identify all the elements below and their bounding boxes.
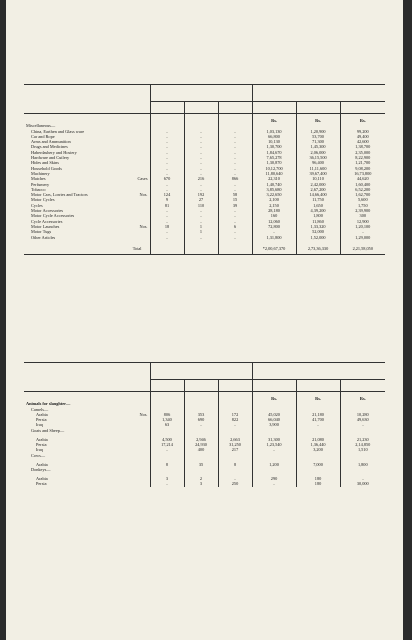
table-b-cell-v2: 1,650 [296,203,340,208]
table-b-cell-q2: 27 [184,197,218,202]
table-c-cell-v2: 41,700 [296,417,340,422]
table-b-cell-q2: 1 [184,229,218,234]
table-b-cell-q2: .. [184,155,218,160]
table-c-currency-spacer [218,392,252,402]
table-b-cell-v2: 2,06,000 [296,150,340,155]
table-b-cell-v2: 2,67,200 [296,187,340,192]
table-b-currency-unit: Rs. [252,114,296,124]
table-c-row [24,467,385,476]
table-c-cell-v3: .. [340,476,385,481]
table-c-row [24,428,385,437]
table-b-cell-q3: .. [218,144,252,149]
table-b-year [252,102,296,114]
table-b-cell-q3: 6 [218,224,252,229]
table-b-cell-v1: 28,180 [252,208,296,213]
table-b-cell-q1: 124 [150,192,184,197]
table-c-cell-v2: 3,200 [296,447,340,452]
table-c-cell-q1: .. [150,447,184,452]
table-c-cell-q3: 822 [218,417,252,422]
table-b-row-label-text: Motor Cycle Accessories [31,213,75,219]
table-b-cell-v2: 11,11,600 [296,166,340,171]
table-b-cell-v1: 66,800 [252,134,296,139]
table-c-cell-v1: 1,23,540 [252,442,296,447]
table-c-cell-q2 [184,428,218,437]
table-c-cell-v3 [340,467,385,476]
table-b-currency-spacer [184,114,218,124]
table-b-cell-q3: .. [218,219,252,224]
table-c-cell-q1: 1,340 [150,417,184,422]
table-b-currency-spacer [24,114,150,124]
table-c-col-quantity [150,363,252,380]
table-b-cell-q3: .. [218,155,252,160]
table-c-row [24,453,385,462]
table-c-header [24,363,385,380]
table-b-total-spacer [150,240,184,255]
table-c-row-label-text: Camels— [31,406,49,412]
table-c-cell-q2 [184,453,218,462]
table-c-row-label [24,428,150,437]
table-b-cell-v2: 71,300 [296,139,340,144]
table-b-cell-v3: 9,08,200 [340,166,385,171]
table-c-year [296,380,340,392]
table-b-cell-v3: 44,620 [340,176,385,181]
table-b-cell-q1: .. [150,235,184,240]
table-b-cell-v1: 3,22,650 [252,192,296,197]
table-b-cell-v1: 10,12,700 [252,166,296,171]
table-b-cell-q1: .. [150,129,184,134]
table-b-cell-q1: .. [150,166,184,171]
table-b-cell-v1: 72,800 [252,224,296,229]
table-c-cell-q1 [150,428,184,437]
table-b-cell-v3: 5,600 [340,197,385,202]
table-b-cell-v1: 7,65,278 [252,155,296,160]
table-c-year [340,380,385,392]
table-b-cell-v3: 1,21,700 [340,160,385,165]
table-c-cell-q3 [218,453,252,462]
table-b-cell-v2: 39,67,400 [296,171,340,176]
table-b-cell-q3: .. [218,166,252,171]
table-b-row-label-text: Car and Rope [31,133,55,139]
table-c-cell-q2: 2 [184,476,218,481]
table-c-row-label [24,481,150,486]
table-b-cell-v2: 1,800 [296,213,340,218]
table-b-cell-q1: 81 [150,203,184,208]
table-c-currency-row [24,392,385,402]
table-b-row-label-text: Motor Launches [31,223,60,229]
table-c-cell-q2: 690 [184,417,218,422]
table-c-cell-q1: 8 [150,462,184,467]
table-c-cell-v2: 21,180 [296,412,340,417]
table-b-currency-row [24,114,385,124]
table-b-cell-v3: 42,600 [340,139,385,144]
table-b-cell-v3: 1,38,700 [340,144,385,149]
table-b-cell-v2: 52,000 [296,229,340,234]
table-b-currency-spacer [150,114,184,124]
table-b-cell-q1: 670 [150,176,184,181]
table-c-cell-v2: 21,080 [296,437,340,442]
table-b-cell-q3: .. [218,171,252,176]
table-b-total-row [24,240,385,255]
table-b-cell-q2: .. [184,150,218,155]
table-b-cell-q1: .. [150,208,184,213]
table-b-cell-q2: 192 [184,192,218,197]
table-b-cell-q2: .. [184,208,218,213]
table-b-row-unit: Cases [137,176,148,182]
table-b-cell-q2: .. [184,219,218,224]
table-b-row-label-text: Cycle Accessories [31,218,63,224]
table-c-cell-q3: 172 [218,412,252,417]
table-b-cell-v3: 2,39,900 [340,208,385,213]
table-c-row-label-text: Donkeys— [31,466,51,472]
table-b-row-label-text: Machinery [31,170,50,176]
table-b-cell-v2: 1,33,320 [296,224,340,229]
table-b-cell-q3: .. [218,187,252,192]
table-c-cell-q3: .. [218,422,252,427]
table-b-cell-q2: .. [184,166,218,171]
table-b-cell-v2: 53,700 [296,134,340,139]
table-b-cell-v1: 1,30,870 [252,160,296,165]
table-b-row-label-text: Tobacco [31,186,46,192]
table-c-cell-q3: 8 [218,462,252,467]
table-c-cell-v3: 10,280 [340,412,385,417]
table-b-cell-q3: .. [218,229,252,234]
table-c-cell-q1 [150,453,184,462]
table-b-cell-q3: .. [218,182,252,187]
table-c-cell-q1: .. [150,481,184,486]
table-c-cell-q3 [218,428,252,437]
table-b-year [296,102,340,114]
table-c-currency-unit: Rs. [296,392,340,402]
table-b-total-label: Total [24,240,150,255]
table-c-cell-v2: 180 [296,481,340,486]
table-b-row-unit: Nos. [139,192,148,198]
table-c-cell-v3: .. [340,422,385,427]
table-b-cell-q3: .. [218,150,252,155]
table-b-row-label-text: Motor Cars, Lorries and Tractors [31,192,88,198]
table-c-row-label [24,467,150,476]
table-b-cell-v1: 2,150 [252,203,296,208]
table-c-row-label-text: Persia [36,481,47,487]
table-b-cell-q3: .. [218,160,252,165]
table-c-cell-v1: 1,200 [252,462,296,467]
table-c-currency-unit: Rs. [252,392,296,402]
table-b-currency-spacer [218,114,252,124]
table-c-cell-v1 [252,453,296,462]
table-c-cell-v1: 66,040 [252,417,296,422]
table-b-cell-q2: .. [184,160,218,165]
table-c-row-label-text: Arabia [36,436,48,442]
table-b-cell-q2: .. [184,129,218,134]
table-b-cell-v2: 36,15,500 [296,155,340,160]
table-b-cell-v3: 300 [340,213,385,218]
document-page [6,0,403,640]
table-c-cell-q2: 3 [184,481,218,486]
table-b-cell-q1: .. [150,160,184,165]
table-b-cell-v3: 6,52,200 [340,187,385,192]
table-c-cell-v1 [252,467,296,476]
table-c-cell-v3: 30,000 [340,481,385,486]
table-b-year [150,102,184,114]
table-b-cell-v2: 96,400 [296,160,340,165]
table-c-row-label-text: Iraq [36,447,43,453]
table-b-row-unit: Nos. [139,223,148,229]
table-b-cell-q2: .. [184,139,218,144]
table-b-cell-q1: .. [150,134,184,139]
table-c-row-label-text: Cows— [31,452,46,458]
table-c-cell-v1: .. [252,447,296,452]
table-c-cell-v1: .. [252,481,296,486]
table-b-body [24,114,385,255]
table-b-total-spacer [184,240,218,255]
table-b-cell-v1: 1,31,800 [252,235,296,240]
table-b-row-label-text: Cycles [31,202,43,208]
table-b-cell-v2: 2,42,000 [296,182,340,187]
table-c-row-label-text: Arabia [36,411,48,417]
table-c-row-label-text: Arabia [36,475,48,481]
table-b-row-label-text: Drugs and Medicines [31,144,68,150]
table-b-row-label-text: Hardware and Cutlery [31,155,70,161]
table-b-cell-v3: 49,400 [340,134,385,139]
table-c-cell-v3: 1,510 [340,447,385,452]
table-c-row-label-text: Iraq [36,422,43,428]
table-c-cell-q3: 217 [218,447,252,452]
table-c-col-value [252,363,385,380]
table-b-cell-v3: 1,60,400 [340,182,385,187]
table-b-cell-q2: .. [184,171,218,176]
table-b-cell-v3: 1,62,700 [340,192,385,197]
table-c-cell-q1 [150,467,184,476]
table-b-cell-q3: .. [218,213,252,218]
table-b-row-label-text: Miscellaneous— [26,123,56,129]
table-b-cell-v1: .. [252,229,296,234]
table-b-col-articles [24,85,150,114]
table-c-row-label [24,453,150,462]
table-c-body [24,392,385,487]
table-b-cell-v3: 1,20,100 [340,224,385,229]
table-b-col-value [252,85,385,102]
table-c-cell-v2: .. [296,422,340,427]
table-b-cell-q2: .. [184,182,218,187]
table-c-cell-q3: 2,663 [218,437,252,442]
table-c-cell-q3: 250 [218,481,252,486]
table-c-cell-v2: 180 [296,476,340,481]
table-b-cell-q1: .. [150,187,184,192]
table-c-row [24,481,385,486]
table-c-cell-q3 [218,467,252,476]
table-b-cell-q2: 1 [184,224,218,229]
table-c-col-articles [24,363,150,392]
table-b-cell-v3: 99,200 [340,129,385,134]
table-b-cell-v1: 1,84,670 [252,150,296,155]
table-b-cell-q1: 18 [150,224,184,229]
table-b-cell-v2: 14,66,400 [296,192,340,197]
table-c-cell-v2 [296,453,340,462]
table-b-cell-v1: 22,310 [252,176,296,181]
table-b-cell-v1: 1,30,700 [252,144,296,149]
table-b-row-label-text: Hides and Skins [31,160,59,166]
table-c-row-unit: Nos. [139,411,148,417]
table-b-cell-v2: 1,45,300 [296,144,340,149]
table-c-cell-v3: 21,230 [340,437,385,442]
table-b-cell-q1: .. [150,139,184,144]
table-c-currency-spacer [24,392,150,402]
table-c-cell-v1: 3,900 [252,422,296,427]
table-c-currency-unit: Rs. [340,392,385,402]
table-b-cell-q2: .. [184,144,218,149]
table-b-header [24,85,385,102]
table-b-cell-v1: 1,40,740 [252,182,296,187]
table-b-cell-v2: 11,860 [296,219,340,224]
table-b-cell-q1: .. [150,213,184,218]
table-c-cell-q2: 400 [184,447,218,452]
table-b-row-label-text: Matches [31,176,46,182]
table-b-year [218,102,252,114]
table-b-cell-q3: 15 [218,197,252,202]
table-b-cell-q3: .. [218,235,252,240]
table-b-total-spacer [218,240,252,255]
table-c-cell-q2: 353 [184,412,218,417]
table-b-cell-q1: .. [150,144,184,149]
table-c-cell-v3: 2,14,850 [340,442,385,447]
table-b-cell-v2: 4,39,200 [296,208,340,213]
table-b-cell-v1: 10,130 [252,139,296,144]
table-c-row-label-text: Persia [36,442,47,448]
table-c-cell-v3 [340,428,385,437]
table-c-cell-v1 [252,428,296,437]
table-b-cell-v3: 12,900 [340,219,385,224]
table-b-cell-q3: .. [218,129,252,134]
table-b-cell-v3: 16,73,800 [340,171,385,176]
table-b-year [340,102,385,114]
table-b-cell-v3: 1,750 [340,203,385,208]
table-b-cell-q1: .. [150,171,184,176]
table-b-cell-q2: .. [184,134,218,139]
table-c-currency-spacer [150,392,184,402]
table-c-cell-q3: .. [218,476,252,481]
table-b-total-v1: *2,00,67,370 [252,240,296,255]
table-b-cell-v1: 1,03,130 [252,129,296,134]
table-c-cell-v2 [296,467,340,476]
table-c [24,362,385,487]
table-c-row-label-text: Persia [36,417,47,423]
table-c-cell-v2 [296,428,340,437]
table-b-cell-q1: 9 [150,197,184,202]
table-b-total-v2: 2,73,36,330 [296,240,340,255]
table-c-year [218,380,252,392]
table-b-cell-q2: 216 [184,176,218,181]
table-c-cell-v2: 7,000 [296,462,340,467]
table-c-year [252,380,296,392]
table-b-row-label [24,235,150,240]
table-c-cell-q2: 35 [184,462,218,467]
table-b-total-v3: 2,21,58,050 [340,240,385,255]
table-b-cell-q3: 866 [218,176,252,181]
table-b-cell-v3: 8,22,900 [340,155,385,160]
table-b-cell-q3: 58 [218,192,252,197]
table-b-row-label-text: Perfumery [31,181,50,187]
table-b-cell-v2: 1,52,000 [296,235,340,240]
table-b-cell-q3: .. [218,208,252,213]
table-b-cell-q1: .. [150,219,184,224]
table-c-cell-v2: 1,36,440 [296,442,340,447]
table-c-cell-v1: 31,300 [252,437,296,442]
table-c-cell-q2 [184,467,218,476]
table-b-cell-v2: 1,20,900 [296,129,340,134]
table-c-cell-q3: 31,250 [218,442,252,447]
table-c-cell-v3: 49,630 [340,417,385,422]
table-b-row-label-text: Arms and Ammunition [31,139,71,145]
table-c-currency-spacer [184,392,218,402]
table-b-cell-v1: 160 [252,213,296,218]
table-b-row-label-text: China, Earthen and Glass ware [31,128,85,134]
table-b-row-label-text: Motor Tugs [31,229,52,235]
table-b-cell-v2: 10,110 [296,176,340,181]
table-c-row-label-text: Arabia [36,461,48,467]
table-b-row-label-text: Motor Cycles [31,197,55,203]
table-b-cell-v1: 3,85,680 [252,187,296,192]
table-c-row-label-text: Animals for slaughter— [26,401,71,407]
table-c-cell-q2: 24,930 [184,442,218,447]
table-c-cell-q2: .. [184,422,218,427]
table-b-cell-v3: 1,29,000 [340,235,385,240]
table-b-year [184,102,218,114]
table-c-year [184,380,218,392]
table-b-cell-q2: .. [184,235,218,240]
table-b-cell-v3: .. [340,229,385,234]
table-c-cell-q1: 806 [150,412,184,417]
table-b-col-quantity [150,85,252,102]
table-b-cell-q1: .. [150,150,184,155]
table-c-cell-q2: 2,946 [184,437,218,442]
table-c-cell-v3 [340,453,385,462]
table-b-cell-v2: 11,750 [296,197,340,202]
table-c-cell-q1: 63 [150,422,184,427]
table-b-cell-v1: 12,060 [252,219,296,224]
table-b-cell-q2: .. [184,187,218,192]
table-c-cell-v1: 290 [252,476,296,481]
table-b-row-label-text: Other Articles [31,234,56,240]
table-b-cell-q3: .. [218,139,252,144]
table-b-cell-q2: .. [184,213,218,218]
table-b-row-label-text: Household Goods [31,165,62,171]
table-c-cell-q1: 3 [150,476,184,481]
table-b-cell-q1: .. [150,229,184,234]
table-b [24,84,385,255]
table-c-year [150,380,184,392]
table-b-cell-q1: .. [150,182,184,187]
table-c-cell-v3: 1,800 [340,462,385,467]
table-b-cell-q3: 39 [218,203,252,208]
table-b-currency-unit: Rs. [340,114,385,124]
table-c-row-label-text: Goats and Sheep— [31,427,65,433]
table-c-cell-v1: 45,020 [252,412,296,417]
table-b-row-label-text: Motor Accessories [31,208,64,214]
table-b-cell-q2: 110 [184,203,218,208]
table-b-row-label-text: Haberdashery and Hosiery [31,149,77,155]
table-b-cell-q3: .. [218,134,252,139]
table-b-currency-unit: Rs. [296,114,340,124]
table-b-cell-v1: 2,100 [252,197,296,202]
table-b-cell-q1: .. [150,155,184,160]
table-c-cell-q1: 4,500 [150,437,184,442]
table-b-cell-v3: 2,35,000 [340,150,385,155]
table-b-cell-v1: 11,80,640 [252,171,296,176]
table-c-cell-q1: 17,214 [150,442,184,447]
